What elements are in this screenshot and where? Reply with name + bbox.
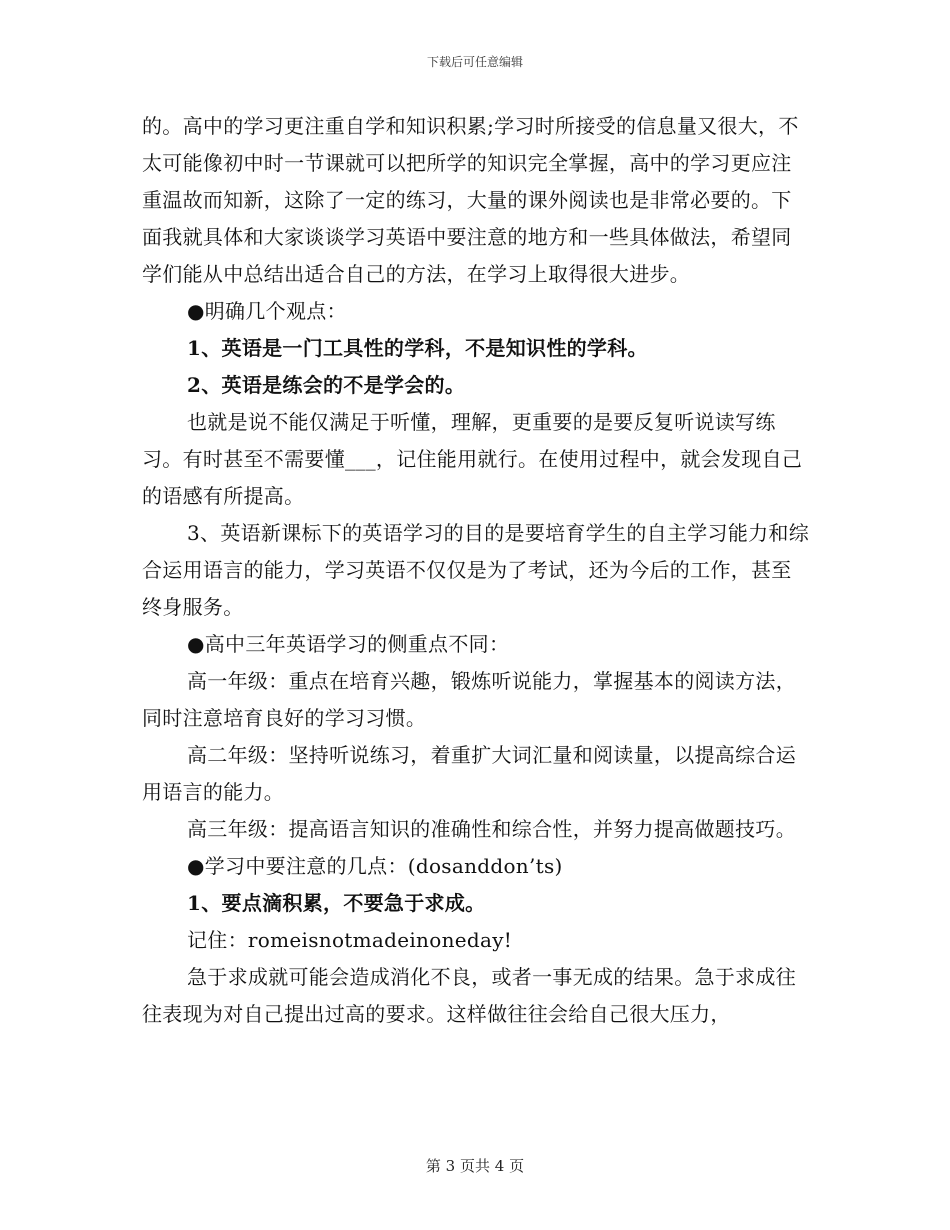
- point-2: 2、英语是练会的不是学会的。: [187, 373, 466, 397]
- grade-2-text: 高二年级：坚持听说练习，着重扩大词汇量和阅读量，以提高综合运用语言的能力。: [142, 743, 796, 804]
- page-header: 下载后可任意编辑: [426, 55, 523, 69]
- point-1: 1、英语是一门工具性的学科，不是知识性的学科。: [187, 336, 648, 360]
- heading-viewpoints: ●明确几个观点：: [187, 299, 347, 323]
- grade-3-text: 高三年级：提高语言知识的准确性和综合性，并努力提高做题技巧。: [187, 817, 796, 841]
- page-footer: 第 3 页共 4 页: [425, 1157, 525, 1175]
- point-3: 3、英语新课标下的英语学习的目的是要培育学生的自主学习能力和综合运用语言的能力，学习英语不仅仅是为了考试，还为今后的工作，甚至终身服务。: [142, 521, 810, 619]
- paragraph-intro: 的。高中的学习更注重自学和知识积累;学习时所接受的信息量又很大，不太可能像初中时一节课就可以把所学的知识完全掌握，高中的学习更应注重温故而知新，这除了一定的练习，大量的课外阅读也是非常必要的。下面我就具体和大家谈谈学习英语中要注意的地方和一些具体做法，希望同学们能从中总结出适合自己的方法，在学习上取得很大进步。: [142, 114, 799, 286]
- tip-1: 1、要点滴积累，不要急于求成。: [187, 891, 486, 915]
- grade-1-text: 高一年级：重点在培育兴趣，锻炼听说能力，掌握基本的阅读方法，同时注意培育良好的学习习惯。: [142, 669, 796, 730]
- paragraph-haste: 急于求成就可能会造成消化不良，或者一事无成的结果。急于求成往往表现为对自己提出过高的要求。这样做往往会给自己很大压力，: [142, 965, 796, 1026]
- heading-grade-focus: ●高中三年英语学习的侧重点不同：: [187, 632, 510, 656]
- paragraph-practice: 也就是说不能仅满足于听懂，理解，更重要的是要反复听说读写练习。有时甚至不需要懂___，记住能用就行。在使用过程中，就会发现自己的语感有所提高。: [142, 410, 803, 508]
- remember-line: 记住：romeisnotmadeinoneday!: [187, 928, 513, 952]
- document-body: [142, 108, 810, 1033]
- heading-dos-donts: ●学习中要注意的几点：(dosanddon’ts): [187, 854, 563, 878]
